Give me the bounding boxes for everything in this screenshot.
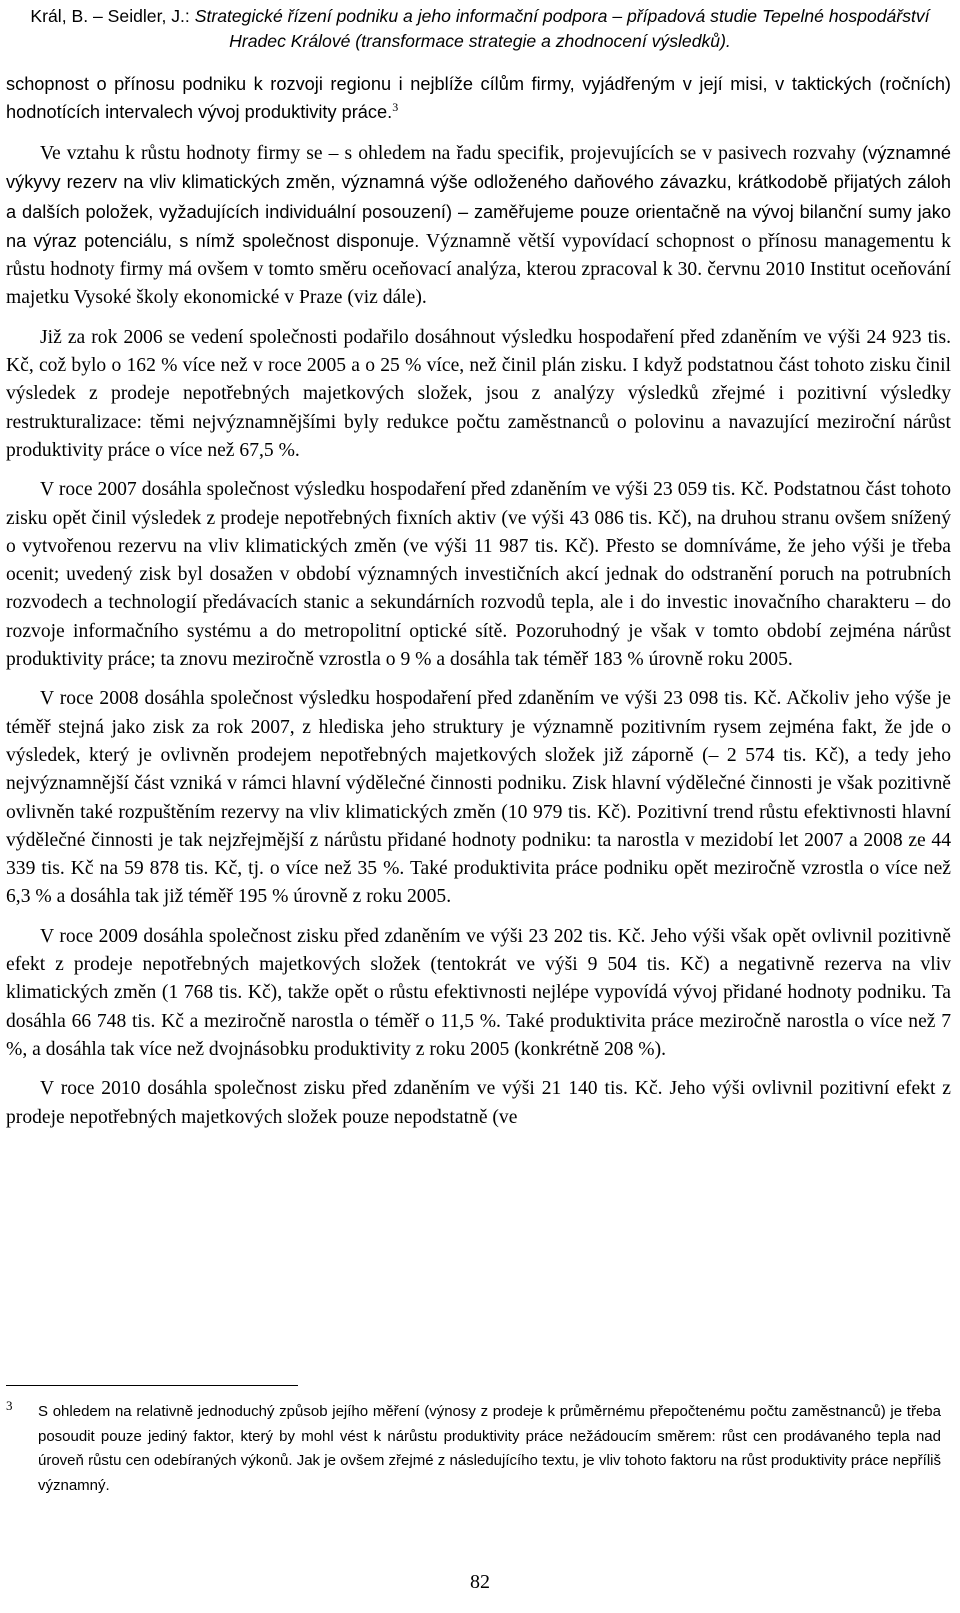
paragraph-2: Již za rok 2006 se vedení společnosti podařilo dosáhnout výsledku hospodaření před zdaněním ve výši 24 923 tis. Kč, což bylo o 162 % více než v roce 2005 a o 25 % více, než činil plán zisku. I když podstatnou část tohoto zisku činil výsledek z prodeje nepotřebných majetkových složek, jsou z analýzy výsledků zřejmé i pozitivní výsledky restrukturalizace: těmi nejvýznamnějšími byly redukce počtu zaměstnanců o polovinu a navazující meziroční nárůst produktivity práce o více než 67,5 %.	[6, 326, 951, 461]
page-number: 82	[470, 1571, 490, 1593]
header-authors: Král, B. – Seidler, J.:	[30, 6, 190, 26]
intro-text: schopnost o přínosu podniku k rozvoji regionu i nejblíže cílům firmy, vyjádřeným v její misi, v taktických (ročních) hodnotících intervalech vývoj produktivity práce.	[6, 74, 951, 123]
paragraph-4: V roce 2008 dosáhla společnost výsledku hospodaření před zdaněním ve výši 23 098 tis. Kč. Ačkoliv jeho výše je téměř stejná jako zisk za rok 2007, z hlediska jeho struktury je významně pozitivním rysem zejména fakt, že jde o výsledek, který je ovlivněn prodejem nepotřebných majetkových složek již záporně (– 2 574 tis. Kč), a tedy jeho nejvýznamnější část vzniká v rámci hlavní výdělečné činnosti podniku. Zisk hlavní výdělečné činnosti je však pozitivně ovlivněn také rozpuštěním rezervy na vliv klimatických změn (10 979 tis. Kč). Pozitivní trend růstu efektivnosti hlavní výdělečné činnosti je tak nejzřejmější z nárůstu přidané hodnoty podniku: ta narostla v mezidobí let 2007 a 2008 ze 44 339 tis. Kč na 59 878 tis. Kč, tj. o více než 35 %. Také produktivita práce podniku opět meziročně vzrostla o více než 6,3 % a dosáhla tak již téměř 195 % úrovně z roku 2005.	[6, 688, 951, 908]
footnote-reference[interactable]: 3	[392, 100, 399, 115]
paragraph-1-sans: (významné výkyvy rezerv na vliv klimatických změn, významná výše odloženého daňového závazku, krátkodobě přijatých záloh a dalších položek, vyžadujících individuální posouzení) – zaměřujeme pouze orientačně na vývoj bilanční sumy jako na výraz potenciálu, s nímž společnost disponuje.	[6, 143, 951, 251]
paragraph-1	[6, 139, 951, 313]
footnote-number: 3	[6, 1398, 13, 1413]
intro-paragraph	[6, 70, 951, 127]
paragraph-1-lead: Ve vztahu k růstu hodnoty firmy se – s ohledem na řadu specifik, projevujících se v pasivech rozvahy	[40, 143, 856, 164]
paragraph-6: V roce 2010 dosáhla společnost zisku před zdaněním ve výši 21 140 tis. Kč. Jeho výši ovlivnil pozitivní efekt z prodeje nepotřebných majetkových složek pouze nepodstatně (ve	[6, 1078, 951, 1128]
header-title: Strategické řízení podniku a jeho informační podpora – případová studie Tepelné hospodářství Hradec Králové (transformace strategie a zhodnocení výsledků).	[194, 6, 930, 51]
paragraph-1-tail: Významně větší vypovídací schopnost o přínosu managementu k růstu hodnoty firmy má ovšem v tomto směru oceňovací analýza, kterou zpracoval k 30. červnu 2010 Institut oceňování majetku Vysoké školy ekonomické v Praze (viz dále).	[6, 230, 951, 309]
footnote-text: S ohledem na relativně jednoduchý způsob jejího měření (výnosy z prodeje k průměrnému přepočtenému počtu zaměstnanců) je třeba posoudit pouze jediný faktor, který by mohl vést k nárůstu produktivity práce nežádoucím směrem: růst cen prodávaného tepla nad úroveň růstu cen odebíraných výkonů. Jak je ovšem zřejmé z následujícího textu, je vliv tohoto faktoru na růst produktivity práce nepříliš významný.	[38, 1403, 941, 1494]
paragraph-3: V roce 2007 dosáhla společnost výsledku hospodaření před zdaněním ve výši 23 059 tis. Kč. Podstatnou část tohoto zisku opět činil výsledek z prodeje nepotřebných fixních aktiv (ve výši 43 086 tis. Kč), na druhou stranu ovšem snížený o vytvořenou rezervu na vliv klimatických změn (ve výši 11 987 tis. Kč). Přesto se domníváme, že jeho výši je třeba ocenit; uvedený zisk byl dosažen v období významných investičních akcí jednak do odstranění poruch na potrubních rozvodech a technologií předávacích stanic a sekundárních rozvodů tepla, ale i do investic inovačního charakteru – do rozvoje informačního systému a do metropolitní optické sítě. Pozoruhodný je však v tomto období zejména nárůst produktivity práce; ta znovu meziročně vzrostla o 9 % a dosáhla tak téměř 183 % úrovně roku 2005.	[6, 479, 951, 671]
footnote-separator	[6, 1385, 298, 1386]
footnote	[6, 1400, 941, 1498]
body-text	[6, 139, 951, 1143]
running-header	[10, 4, 950, 54]
paragraph-5: V roce 2009 dosáhla společnost zisku před zdaněním ve výši 23 202 tis. Kč. Jeho výši však opět ovlivnil pozitivně efekt z prodeje nepotřebných majetkových složek (tentokrát ve výši 9 504 tis. Kč) a negativně rezerva na vliv klimatických změn (1 768 tis. Kč), takže opět o růstu efektivnosti nejlépe vypovídá vývoj přidané hodnoty podniku. Ta dosáhla 66 748 tis. Kč a meziročně narostla o téměř o 11,5 %. Také produktivita práce meziročně narostla o více než 7 %, a dosáhla tak více než dvojnásobku produktivity z roku 2005 (konkrétně 208 %).	[6, 925, 951, 1060]
